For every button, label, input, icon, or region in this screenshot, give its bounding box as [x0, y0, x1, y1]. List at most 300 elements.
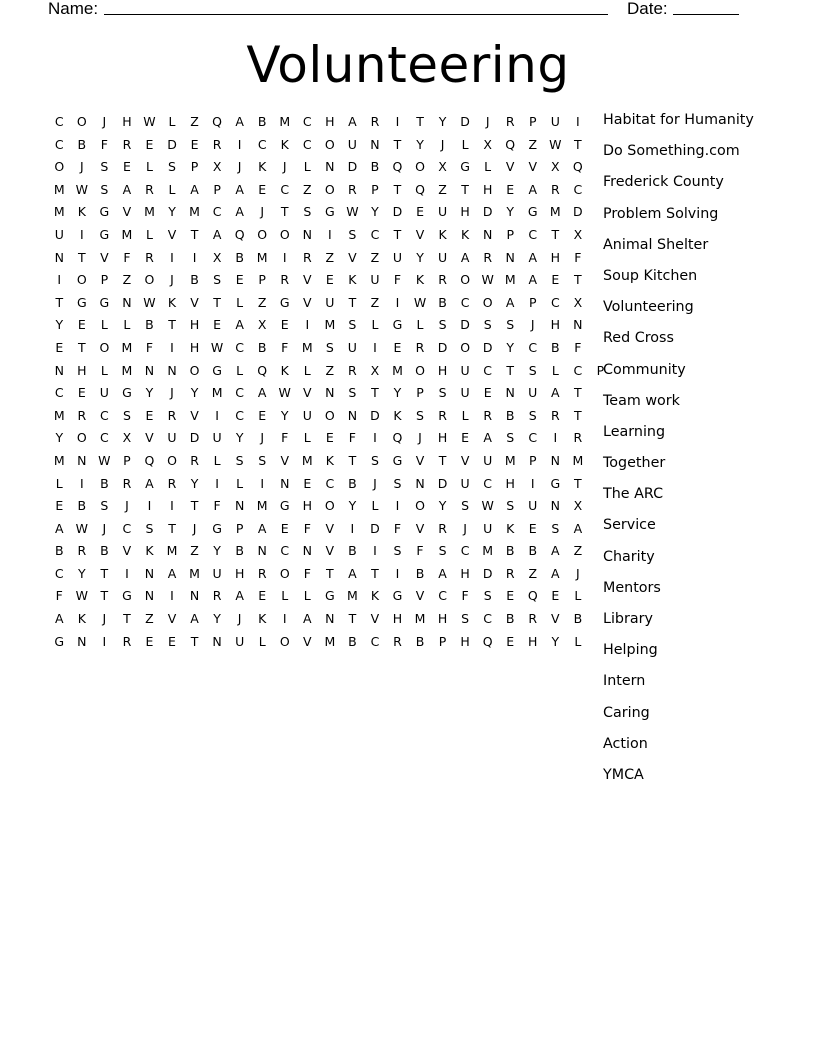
grid-letter: V [280, 452, 290, 468]
grid-letter: N [54, 362, 64, 378]
grid-letter: A [235, 317, 244, 333]
word-list-item: Helping [603, 642, 658, 659]
grid-letter: J [170, 272, 174, 288]
grid-letter: Z [190, 543, 199, 559]
grid-letter: K [258, 611, 267, 627]
grid-letter: O [279, 226, 290, 242]
grid-letter: X [573, 294, 583, 310]
grid-letter: R [280, 272, 290, 288]
grid-letter: O [324, 498, 335, 514]
grid-letter: G [392, 588, 403, 604]
grid-letter: S [438, 385, 447, 401]
grid-letter: Z [528, 136, 538, 152]
grid-letter: J [102, 114, 107, 129]
grid-letter: R [302, 249, 312, 265]
grid-letter: T [100, 588, 109, 604]
grid-letter: I [373, 430, 377, 446]
grid-letter: L [371, 317, 379, 333]
grid-letter: P [123, 452, 131, 468]
grid-letter: I [305, 317, 310, 333]
grid-letter: A [551, 385, 560, 401]
grid-letter: L [281, 588, 289, 604]
grid-letter: R [438, 407, 447, 423]
grid-letter: H [189, 339, 200, 355]
grid-letter: U [347, 136, 357, 152]
grid-letter: T [574, 475, 582, 491]
grid-letter: V [325, 520, 335, 536]
grid-letter: C [54, 565, 64, 581]
grid-letter: T [574, 136, 582, 152]
grid-letter: B [505, 543, 515, 559]
grid-letter: T [506, 362, 515, 378]
grid-letter: E [55, 339, 64, 355]
grid-letter: M [346, 588, 358, 604]
grid-letter: D [460, 114, 470, 129]
grid-letter: U [167, 430, 177, 446]
grid-letter: A [257, 385, 267, 401]
grid-letter: F [461, 588, 469, 604]
grid-letter: U [370, 272, 380, 288]
grid-letter: W [210, 339, 224, 355]
grid-letter: H [392, 611, 403, 627]
grid-letter: Y [416, 136, 424, 152]
grid-row [48, 585, 612, 608]
grid-letter: Y [55, 430, 64, 446]
grid-letter: K [167, 294, 177, 310]
grid-letter: N [482, 226, 493, 242]
grid-letter: B [505, 611, 515, 627]
grid-letter: C [528, 339, 538, 355]
grid-letter: C [302, 114, 312, 129]
grid-letter: I [282, 611, 287, 627]
grid-letter: R [550, 407, 560, 423]
word-list-item: Mentors [603, 579, 661, 596]
grid-letter: S [438, 543, 447, 559]
grid-letter: A [54, 520, 64, 536]
grid-letter: T [190, 633, 199, 649]
grid-letter: I [395, 294, 400, 310]
grid-letter: T [100, 565, 109, 581]
grid-letter: S [348, 385, 357, 401]
grid-letter: L [213, 452, 221, 468]
grid-letter: F [145, 339, 154, 355]
grid-letter: V [415, 452, 425, 468]
grid-letter: E [506, 181, 515, 197]
grid-letter: E [461, 430, 470, 446]
grid-letter: C [528, 430, 538, 446]
grid-letter: B [235, 543, 244, 559]
grid-letter: U [212, 565, 222, 581]
grid-letter: V [122, 543, 132, 559]
grid-letter: M [189, 204, 200, 220]
grid-letter: A [528, 181, 538, 197]
grid-letter: V [415, 226, 425, 242]
grid-letter: M [301, 339, 313, 355]
grid-letter: B [145, 317, 154, 333]
grid-letter: R [145, 181, 154, 197]
grid-letter: L [574, 633, 582, 649]
grid-letter: S [461, 611, 470, 627]
grid-letter: C [280, 543, 290, 559]
grid-letter: H [437, 362, 448, 378]
grid-letter: M [549, 204, 561, 220]
grid-letter: I [530, 475, 535, 491]
grid-letter: F [100, 136, 108, 152]
grid-letter: M [279, 114, 291, 129]
grid-letter: J [170, 385, 174, 401]
grid-letter: L [123, 317, 131, 333]
word-list-item: Animal Shelter [603, 236, 709, 253]
grid-letter: C [100, 407, 109, 423]
grid-letter: Q [234, 226, 245, 242]
grid-letter: I [350, 520, 355, 536]
grid-letter: E [190, 136, 199, 152]
grid-letter: B [348, 475, 357, 491]
grid-letter: N [347, 407, 358, 423]
grid-letter: L [574, 588, 582, 604]
grid-letter: G [324, 588, 335, 604]
word-list-item: Do Something.com [603, 143, 740, 160]
grid-letter: R [212, 136, 222, 152]
grid-letter: A [573, 520, 583, 536]
grid-letter: N [54, 249, 64, 265]
grid-letter: L [236, 475, 244, 491]
grid-letter: T [190, 498, 199, 514]
grid-letter: C [438, 588, 447, 604]
grid-letter: Y [190, 475, 199, 491]
grid-row [48, 563, 612, 586]
word-list-item: Caring [603, 704, 650, 721]
grid-letter: Z [325, 249, 335, 265]
grid-letter: Q [212, 114, 223, 129]
grid-letter: S [370, 452, 379, 468]
grid-letter: N [77, 633, 87, 649]
grid-row [48, 631, 612, 654]
grid-letter: C [550, 294, 560, 310]
grid-letter: Y [438, 114, 447, 129]
grid-letter: I [192, 249, 197, 265]
grid-letter: I [373, 543, 377, 559]
grid-letter: S [325, 339, 334, 355]
grid-letter: B [100, 543, 109, 559]
grid-letter: X [573, 226, 583, 242]
grid-letter: R [505, 565, 515, 581]
grid-letter: E [303, 475, 312, 491]
grid-letter: P [100, 272, 109, 288]
grid-letter: R [167, 475, 177, 491]
grid-letter: A [212, 226, 222, 242]
word-list-item: Frederick County [603, 174, 724, 191]
grid-row [48, 292, 612, 315]
grid-letter: J [463, 520, 467, 536]
grid-letter: L [461, 407, 469, 423]
grid-letter: D [370, 520, 380, 536]
grid-letter: H [437, 611, 448, 627]
grid-letter: R [257, 565, 267, 581]
grid-letter: P [190, 159, 199, 175]
grid-letter: I [237, 136, 242, 152]
grid-letter: T [280, 204, 289, 220]
grid-letter: S [528, 362, 537, 378]
grid-letter: K [325, 452, 334, 468]
grid-letter: L [416, 317, 424, 333]
word-list-item: Habitat for Humanity [603, 112, 754, 128]
grid-letter: B [348, 633, 357, 649]
word-list-item: Service [603, 517, 656, 534]
grid-letter: Z [122, 272, 132, 288]
grid-letter: H [302, 498, 312, 514]
grid-letter: A [303, 611, 312, 627]
grid-letter: M [256, 249, 268, 265]
grid-letter: S [393, 475, 402, 491]
grid-letter: W [413, 294, 427, 310]
grid-letter: H [122, 114, 132, 129]
word-list-item: Community [603, 361, 686, 378]
grid-letter: T [326, 565, 334, 581]
grid-letter: Z [325, 362, 335, 378]
grid-letter: A [257, 520, 267, 536]
grid-letter: M [414, 611, 426, 627]
word-list-item: Action [603, 735, 648, 752]
grid-row [48, 179, 612, 202]
grid-letter: J [418, 430, 422, 446]
grid-letter: H [550, 249, 560, 265]
grid-letter: V [303, 385, 312, 401]
grid-letter: E [145, 407, 154, 423]
grid-letter: S [506, 430, 515, 446]
grid-letter: N [325, 159, 335, 175]
grid-letter: V [348, 249, 357, 265]
grid-letter: A [528, 272, 538, 288]
grid-letter: H [550, 317, 560, 333]
grid-letter: S [258, 452, 267, 468]
grid-letter: Y [213, 611, 221, 627]
grid-letter: I [395, 565, 400, 581]
grid-letter: I [79, 475, 84, 491]
grid-letter: S [100, 159, 109, 175]
word-list [603, 109, 754, 795]
grid-letter: V [167, 226, 177, 242]
grid-letter: N [234, 498, 245, 514]
grid-letter: E [55, 498, 64, 514]
grid-letter: I [215, 407, 219, 423]
grid-letter: H [482, 181, 493, 197]
grid-letter: O [99, 339, 110, 355]
grid-letter: W [75, 181, 88, 197]
grid-letter: S [483, 588, 492, 604]
grid-letter: D [482, 204, 493, 220]
grid-letter: C [54, 136, 64, 152]
grid-letter: O [54, 159, 65, 175]
grid-letter: G [212, 362, 222, 378]
grid-letter: S [213, 272, 222, 288]
grid-letter: T [348, 294, 357, 310]
grid-letter: M [189, 565, 200, 581]
grid-letter: C [235, 407, 245, 423]
grid-letter: K [348, 272, 357, 288]
grid-letter: Y [551, 633, 560, 649]
grid-letter: Y [393, 385, 402, 401]
grid-letter: V [460, 452, 470, 468]
grid-letter: W [481, 498, 494, 514]
grid-letter: Z [303, 181, 312, 197]
grid-letter: Y [78, 565, 86, 581]
grid-letter: B [415, 633, 425, 649]
grid-letter: J [237, 611, 242, 627]
grid-letter: G [279, 294, 290, 310]
grid-letter: C [483, 475, 493, 491]
grid-letter: R [348, 362, 357, 378]
grid-letter: V [528, 159, 538, 175]
grid-letter: V [190, 407, 199, 423]
grid-letter: A [54, 611, 64, 627]
grid-letter: Y [213, 543, 221, 559]
grid-letter: V [100, 249, 109, 265]
grid-letter: A [438, 565, 447, 581]
grid-letter: H [325, 114, 335, 129]
grid-letter: R [438, 520, 447, 536]
grid-letter: V [415, 588, 425, 604]
grid-letter: K [280, 136, 289, 152]
grid-letter: K [77, 611, 86, 627]
grid-letter: C [212, 204, 222, 220]
grid-letter: A [460, 249, 470, 265]
grid-letter: E [325, 430, 334, 446]
grid-letter: T [78, 339, 86, 355]
grid-letter: I [170, 249, 174, 265]
grid-letter: F [281, 339, 289, 355]
grid-letter: M [572, 452, 584, 468]
grid-letter: J [237, 159, 242, 175]
grid-letter: J [282, 159, 287, 175]
page-title: Volunteering [246, 36, 570, 94]
grid-letter: S [483, 317, 492, 333]
grid-letter: M [211, 385, 223, 401]
grid-letter: M [53, 407, 65, 423]
grid-letter: U [460, 362, 470, 378]
grid-letter: O [415, 362, 425, 378]
grid-letter: P [528, 294, 537, 310]
grid-letter: W [98, 452, 111, 468]
grid-letter: L [168, 181, 176, 197]
grid-letter: T [393, 181, 402, 197]
grid-letter: Z [438, 181, 447, 197]
grid-letter: L [461, 136, 469, 152]
grid-letter: R [505, 114, 515, 129]
grid-letter: C [122, 520, 132, 536]
grid-letter: R [190, 452, 199, 468]
grid-letter: G [54, 633, 65, 649]
grid-row [48, 427, 612, 450]
grid-letter: O [279, 565, 290, 581]
grid-letter: E [393, 339, 402, 355]
grid-letter: T [574, 407, 582, 423]
grid-letter: F [303, 565, 311, 581]
grid-letter: W [75, 588, 88, 604]
grid-letter: J [260, 204, 265, 220]
grid-letter: K [506, 520, 515, 536]
grid-letter: G [392, 452, 403, 468]
grid-letter: V [303, 633, 312, 649]
grid-letter: D [437, 339, 448, 355]
grid-letter: Z [370, 249, 380, 265]
grid-letter: I [170, 588, 174, 604]
grid-row [48, 111, 612, 134]
grid-letter: D [482, 339, 493, 355]
grid-letter: W [75, 520, 88, 536]
grid-letter: O [324, 181, 335, 197]
grid-letter: B [190, 272, 199, 288]
grid-letter: T [371, 565, 379, 581]
grid-letter: I [79, 226, 84, 242]
grid-letter: Q [572, 159, 583, 175]
grid-letter: F [55, 588, 63, 604]
grid-letter: H [437, 430, 448, 446]
grid-letter: L [145, 159, 153, 175]
grid-letter: R [438, 272, 447, 288]
grid-letter: E [280, 317, 289, 333]
grid-letter: A [483, 430, 492, 446]
grid-letter: L [303, 159, 311, 175]
grid-letter: K [438, 226, 447, 242]
grid-letter: Z [257, 294, 267, 310]
grid-letter: A [235, 181, 244, 197]
grid-letter: O [167, 452, 177, 468]
grid-letter: U [437, 249, 448, 265]
word-list-item: The ARC [603, 486, 664, 503]
grid-letter: L [484, 159, 492, 175]
grid-letter: U [483, 452, 493, 468]
grid-letter: K [77, 204, 86, 220]
grid-letter: G [122, 588, 132, 604]
grid-letter: H [460, 204, 470, 220]
grid-letter: S [438, 317, 447, 333]
header [48, 0, 768, 20]
grid-letter: S [122, 407, 131, 423]
grid-letter: R [77, 407, 87, 423]
grid-letter: I [170, 498, 174, 514]
grid-row [48, 360, 612, 383]
grid-letter: O [324, 136, 335, 152]
grid-letter: N [550, 498, 560, 514]
grid-row [48, 201, 612, 224]
grid-letter: D [392, 204, 403, 220]
grid-letter: T [393, 136, 402, 152]
grid-letter: O [415, 498, 425, 514]
grid-letter: C [573, 181, 583, 197]
grid-letter: I [395, 114, 400, 129]
grid-letter: Y [506, 204, 515, 220]
grid-letter: S [506, 498, 515, 514]
word-list-item: Team work [603, 392, 680, 409]
grid-letter: S [145, 520, 154, 536]
grid-letter: S [551, 520, 560, 536]
grid-letter: S [461, 498, 470, 514]
grid-letter: G [122, 385, 132, 401]
grid-letter: I [576, 114, 580, 129]
grid-letter: J [576, 565, 580, 581]
grid-letter: O [324, 407, 335, 423]
grid-letter: U [99, 385, 109, 401]
grid-letter: S [393, 543, 402, 559]
grid-row [48, 450, 612, 473]
grid-letter: R [550, 181, 560, 197]
grid-letter: X [212, 249, 222, 265]
grid-letter: U [483, 520, 493, 536]
grid-letter: I [215, 475, 219, 491]
grid-letter: L [100, 317, 108, 333]
grid-letter: B [438, 294, 447, 310]
